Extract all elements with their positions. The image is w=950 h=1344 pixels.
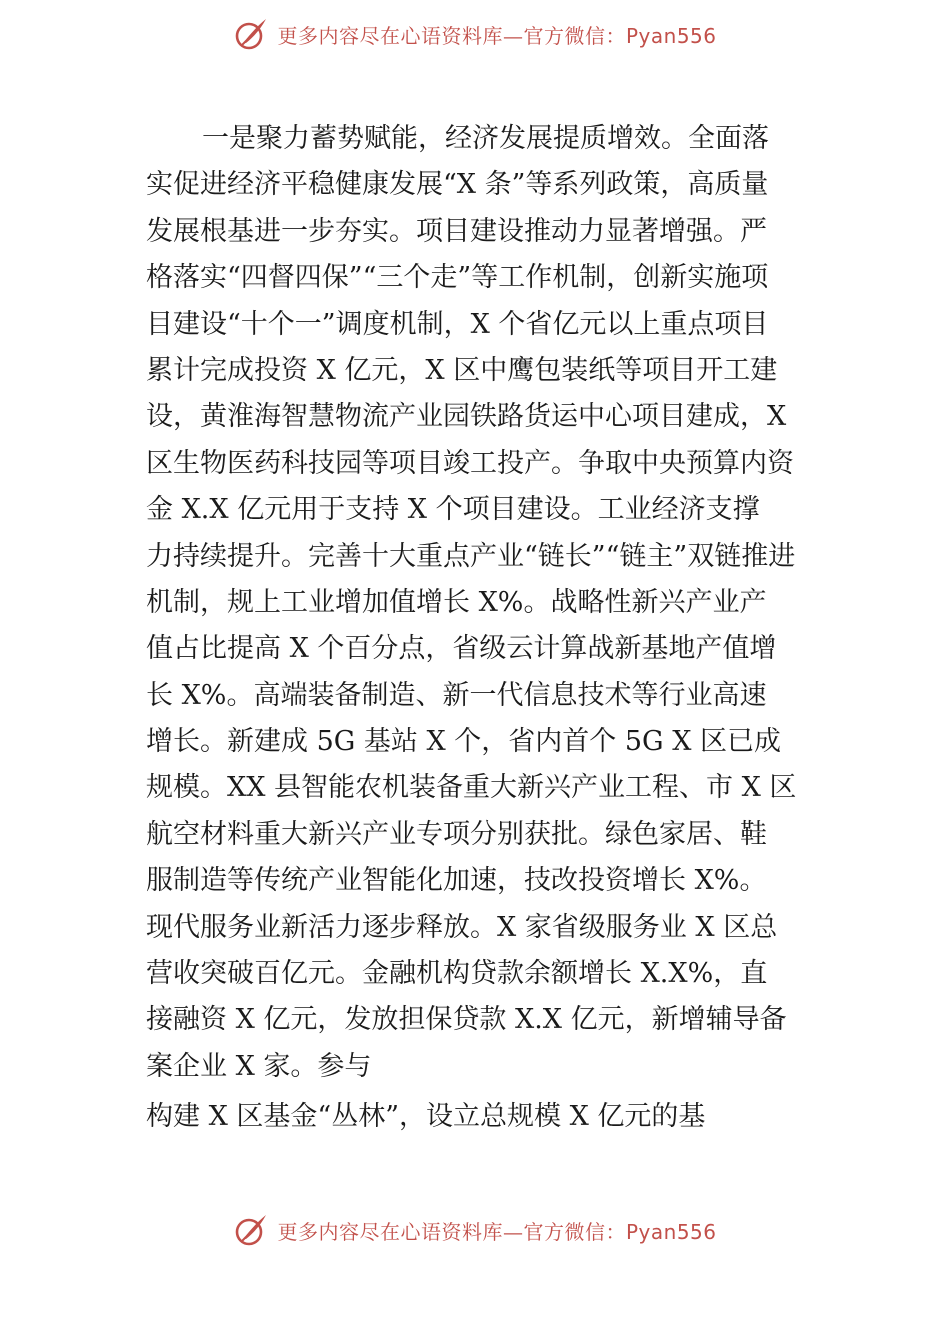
text-line: 实促进经济平稳健康发展“X 条”等系列政策，高质量 — [146, 169, 769, 201]
text-line: 累计完成投资 X 亿元，X 区中鹰包装纸等项目开工建 — [146, 354, 778, 386]
text-line: 力持续提升。完善十大重点产业“链长”“链主”双链推进 — [146, 540, 796, 572]
text-line: 规模。XX 县智能农机装备重大新兴产业工程、市 X 区 — [146, 772, 797, 804]
text-line: 设，黄淮海智慧物流产业园铁路货运中心项目建成，X — [146, 401, 787, 433]
text-line: 机制，规上工业增加值增长 X%。战略性新兴产业产 — [146, 586, 767, 618]
document-body — [146, 116, 826, 1141]
text-line: 服制造等传统产业智能化加速，技改投资增长 X%。 — [146, 865, 767, 897]
text-line: 区生物医药科技园等项目竣工投产。争取中央预算内资 — [146, 447, 794, 479]
text-line: 目建设“十个一”调度机制，X 个省亿元以上重点项目 — [146, 308, 769, 340]
footer-watermark — [0, 1210, 950, 1250]
text-line: 金 X.X 亿元用于支持 X 个项目建设。工业经济支撑 — [146, 494, 760, 526]
text-line: 发展根基进一步夯实。项目建设推动力显著增强。严 — [146, 215, 767, 247]
text-line: 值占比提高 X 个百分点，省级云计算战新基地产值增 — [146, 633, 777, 665]
quill-logo-icon — [233, 16, 269, 52]
text-line: 增长。新建成 5G 基站 X 个，省内首个 5G X 区已成 — [146, 726, 782, 758]
text-line: 长 X%。高端装备制造、新一代信息技术等行业高速 — [146, 679, 767, 711]
quill-logo-icon — [233, 1212, 269, 1248]
watermark-handle: Pyan556 — [625, 23, 717, 48]
text-line: 构建 X 区基金“丛林”，设立总规模 X 亿元的基 — [146, 1101, 706, 1133]
text-line: 接融资 X 亿元，发放担保贷款 X.X 亿元，新增辅导备 — [146, 1004, 787, 1036]
text-line: 格落实“四督四保”“三个走”等工作机制，创新实施项 — [146, 262, 769, 294]
text-line: 航空材料重大新兴产业专项分别获批。绿色家居、鞋 — [146, 818, 767, 850]
text-line: 案企业 X 家。参与 — [146, 1050, 372, 1082]
text-line: 现代服务业新活力逐步释放。X 家省级服务业 X 区总 — [146, 911, 778, 943]
text-line: 营收突破百亿元。金融机构贷款余额增长 X.X%，直 — [146, 958, 768, 990]
watermark-handle: Pyan556 — [625, 1219, 717, 1244]
watermark-text: 更多内容尽在心语资料库—官方微信：Pyan556 — [277, 1219, 717, 1244]
header-watermark — [0, 14, 950, 54]
text-line: 一是聚力蓄势赋能，经济发展提质增效。全面落 — [202, 123, 769, 154]
watermark-text: 更多内容尽在心语资料库—官方微信：Pyan556 — [277, 23, 717, 48]
